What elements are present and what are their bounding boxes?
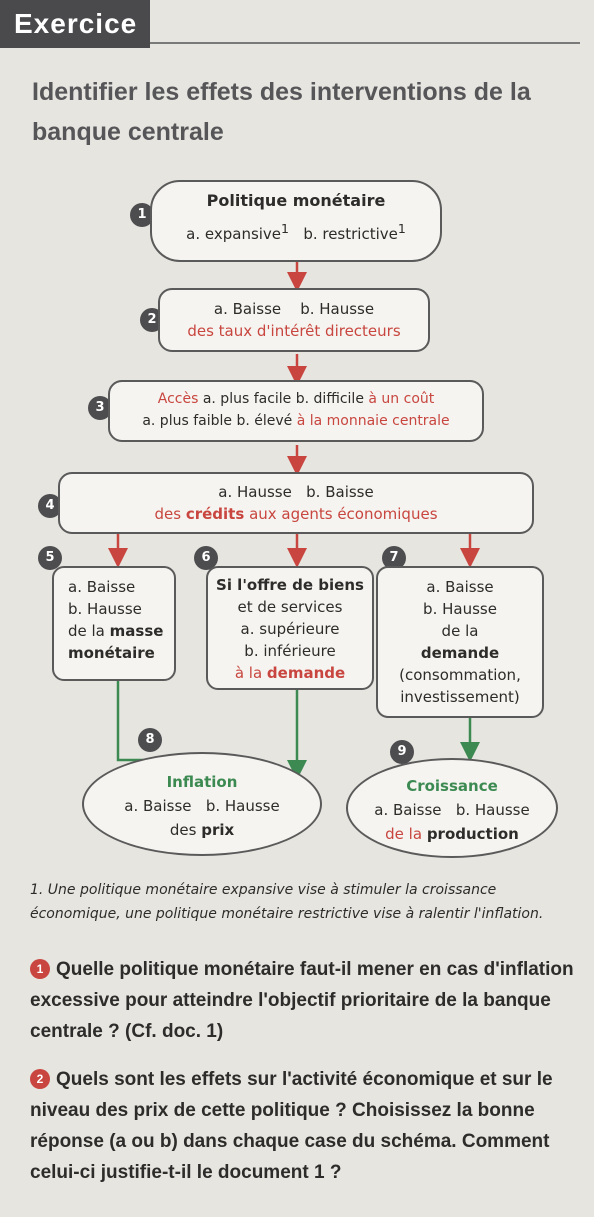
- box8-prix: prix: [201, 821, 235, 839]
- question-1: [30, 954, 575, 1047]
- box6-line2: et de services: [237, 598, 343, 616]
- box3-options-acces: a. plus facile b. difficile: [202, 391, 364, 407]
- box6-option-b: b. inférieure: [244, 642, 336, 660]
- box7-option-a: a. Baisse: [426, 578, 494, 596]
- box5-option-a: a. Baisse: [68, 578, 136, 596]
- ellipse-inflation: [82, 752, 322, 856]
- box3-cout: coût: [403, 391, 435, 407]
- question-2: [30, 1064, 575, 1188]
- box7-de-la: de la: [441, 622, 479, 640]
- page-title: Identifier les effets des interventions de la banque centrale: [32, 78, 531, 146]
- box9-de-la: de la: [385, 825, 423, 843]
- box6-line1: Si l'offre de biens: [216, 576, 364, 594]
- step-number-7: 7: [382, 546, 406, 570]
- box1-sup-b: 1: [397, 221, 406, 236]
- box8-options: a. Baisse b. Hausse: [124, 797, 280, 815]
- step-number-4: 4: [38, 494, 62, 518]
- box-credits: [58, 472, 534, 534]
- step-number-6: 6: [194, 546, 218, 570]
- box8-title: Inflation: [166, 773, 238, 791]
- box1-option-b: b. restrictive: [303, 225, 398, 243]
- box-offre-demande: [206, 566, 374, 690]
- box7-demande: demande: [420, 644, 500, 662]
- box3-monnaie: à la monnaie centrale: [296, 413, 450, 429]
- box7-investissement: investissement): [400, 688, 520, 706]
- box9-production: production: [426, 825, 519, 843]
- footnote: 1. Une politique monétaire expansive vise à stimuler la croissance économique, une politique monétaire restrictive vise à ralentir l'inflation.: [30, 882, 544, 922]
- box4-options: a. Hausse b. Baisse: [218, 483, 374, 501]
- box1-sup-a: 1: [281, 221, 289, 236]
- box7-option-b: b. Hausse: [423, 600, 497, 618]
- box3-acces: Accès: [157, 391, 199, 407]
- box-politique-monetaire: [150, 180, 442, 262]
- box4-agents: aux agents économiques: [249, 505, 438, 523]
- box1-options: [152, 218, 440, 245]
- box6-demande: demande: [266, 664, 346, 682]
- box-demande: [376, 566, 544, 718]
- exercise-tag: Exercice: [0, 0, 150, 48]
- step-number-8: 8: [138, 728, 162, 752]
- box8-des: des: [169, 821, 197, 839]
- box7-consommation: (consommation,: [399, 666, 521, 684]
- step-number-2: 2: [140, 308, 164, 332]
- step-number-9: 9: [390, 740, 414, 764]
- box-masse-monetaire: [52, 566, 176, 681]
- box9-title: Croissance: [406, 777, 498, 795]
- box1-option-a: a. expansive: [186, 225, 282, 243]
- box9-options: a. Baisse b. Hausse: [374, 801, 530, 819]
- step-number-3: 3: [88, 396, 112, 420]
- box5-option-b: b. Hausse: [68, 600, 142, 618]
- question-number-1: 1: [30, 959, 50, 979]
- step-number-5: 5: [38, 546, 62, 570]
- box5-monetaire: monétaire: [68, 644, 155, 662]
- box-acces-monnaie: [108, 380, 484, 442]
- box3-a-un: à un: [368, 391, 400, 407]
- box5-de-la: de la: [68, 622, 105, 640]
- box6-a-la: à la: [234, 664, 263, 682]
- box-taux-directeurs: [158, 288, 430, 352]
- ellipse-croissance: [346, 758, 558, 858]
- box6-option-a: a. supérieure: [240, 620, 340, 638]
- box2-options: a. Baisse b. Hausse: [213, 300, 375, 318]
- question-number-2: 2: [30, 1069, 50, 1089]
- box1-title: Politique monétaire: [206, 191, 386, 210]
- box4-credits: crédits: [185, 505, 245, 523]
- box2-subject: des taux d'intérêt directeurs: [187, 322, 401, 340]
- box5-masse: masse: [109, 622, 164, 640]
- step-number-1: 1: [130, 203, 154, 227]
- question-1-text: Quelle politique monétaire faut-il mener en cas d'inflation excessive pour atteindre l'objectif prioritaire de la banque centrale ? (Cf. doc. 1): [30, 959, 574, 1042]
- box4-des: des: [154, 505, 182, 523]
- question-2-text: Quels sont les effets sur l'activité économique et sur le niveau des prix de cette politique ? Choisissez la bonne réponse (a ou b) dans chaque case du schéma. Comment celui-ci justifie-t-il le document 1 ?: [30, 1069, 553, 1183]
- box3-options-cout: a. plus faible b. élevé: [142, 413, 293, 429]
